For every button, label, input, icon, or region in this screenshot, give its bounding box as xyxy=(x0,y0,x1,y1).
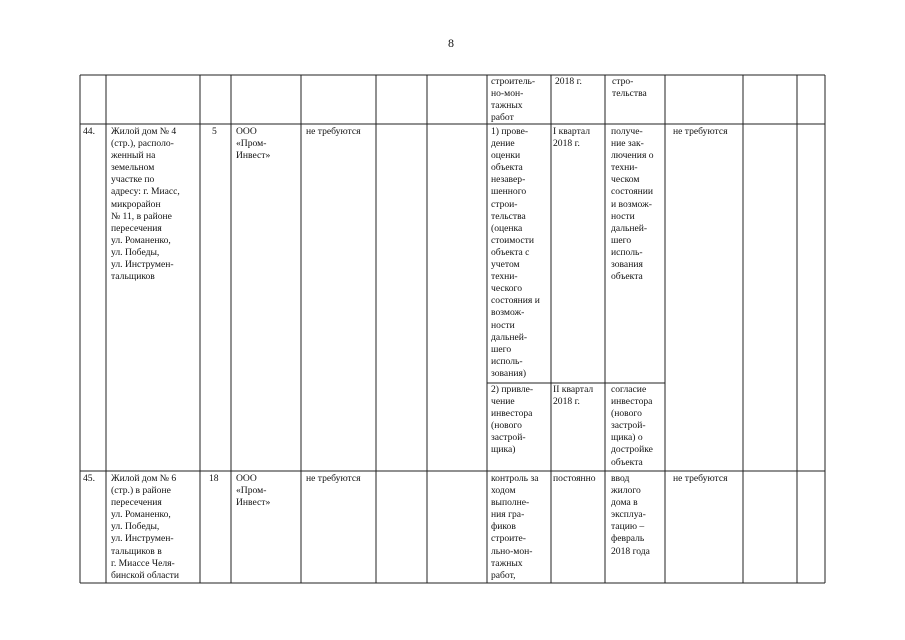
row-44-developer: ООО «Пром- Инвест» xyxy=(236,126,271,162)
row-44-work-1: 1) прове- дение оценки объекта незавер- шенного строи- тельства (оценка стоимости объекта с учетом техни- ческого состояния и возмож- ности дальней- шего исполь- зования) xyxy=(491,126,540,379)
row-45-result: ввод жилого дома в эксплуа- тацию – февраль 2018 года xyxy=(611,473,650,557)
row-44-work-2: 2) привле- чение инвестора (нового застрой- щика) xyxy=(491,384,534,456)
row-44-number: 44. xyxy=(83,126,95,137)
row-44-term-2: II квартал 2018 г. xyxy=(553,384,594,408)
row-45-support: не требуются xyxy=(673,473,728,484)
top-row-work: строитель- но-мон- тажных работ xyxy=(491,76,536,124)
top-row-term: 2018 г. xyxy=(555,76,582,87)
row-45-developer: ООО «Пром- Инвест» xyxy=(236,473,271,509)
row-45-term: постоянно xyxy=(553,473,596,484)
top-row-result: стро- тельства xyxy=(612,76,647,100)
row-44-object: Жилой дом № 4 (стр.), располо- женный на земельном участке по адресу: г. Миасс, микрорайон № 11, в районе пересечения ул. Романенко, ул. Победы, ул. Инструмен- тальщиков xyxy=(111,126,180,283)
row-45-count: 18 xyxy=(209,473,219,484)
row-44-result-1: получе- ние зак- лючения о техни- ческом состоянии и возмож- ности дальней- шего исполь- зования объекта xyxy=(611,126,654,283)
row-44-support: не требуются xyxy=(673,126,728,137)
row-45-work: контроль за ходом выполне- ния гра- фиков строите- льно-мон- тажных работ, xyxy=(491,473,539,581)
row-45-measures: не требуются xyxy=(306,473,361,484)
row-45-number: 45. xyxy=(83,473,95,484)
page-number: 8 xyxy=(448,36,454,50)
row-44-result-2: согласие инвестора (нового застрой- щика) о достройке объекта xyxy=(611,384,653,468)
row-44-measures: не требуются xyxy=(306,126,361,137)
row-44-count: 5 xyxy=(212,126,217,137)
row-44-term-1: I квартал 2018 г. xyxy=(553,126,591,150)
row-45-object: Жилой дом № 6 (стр.) в районе пересечения ул. Романенко, ул. Победы, ул. Инструмен- тальщиков в г. Миассе Челя- бинской области xyxy=(111,473,179,581)
